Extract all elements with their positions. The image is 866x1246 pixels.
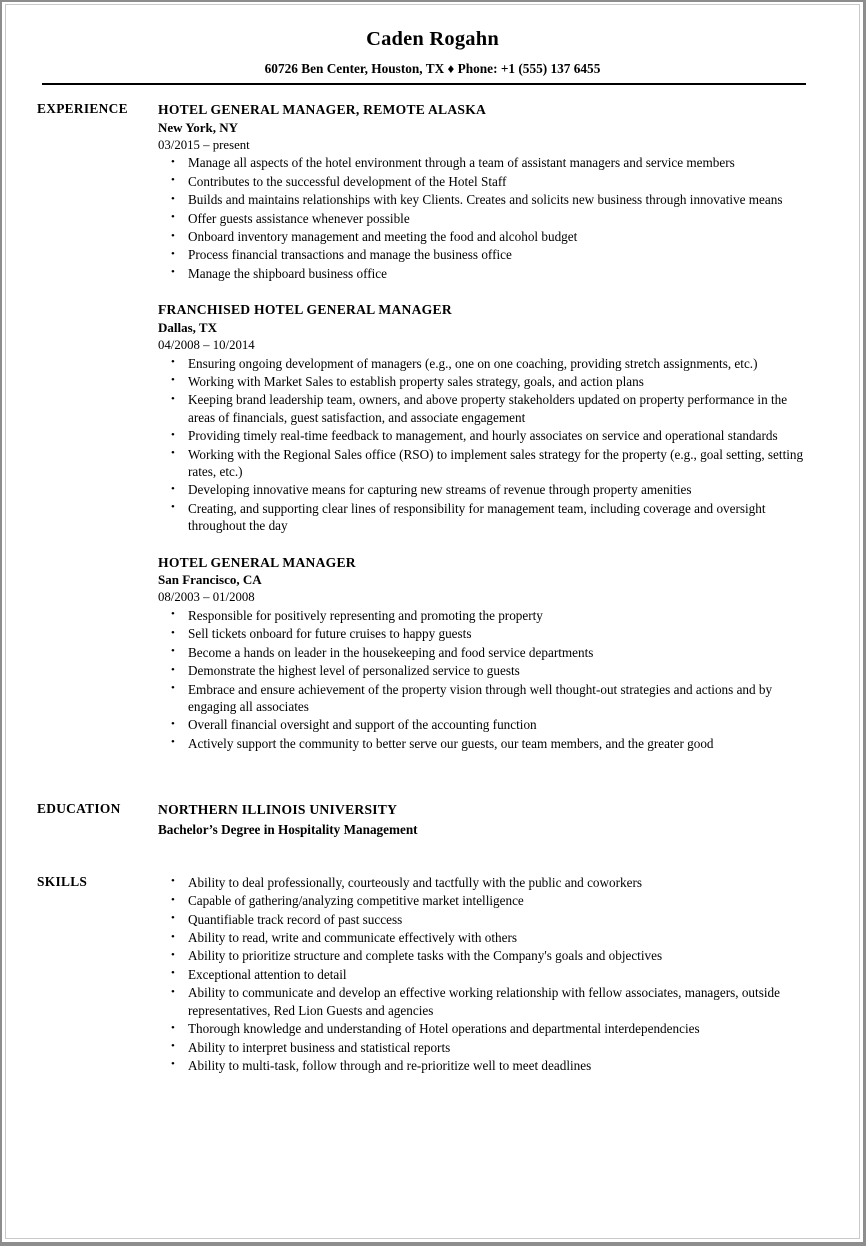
skills-list	[158, 874, 813, 1075]
list-item: • Actively support the community to better serve our guests, our team members, and the greater good	[158, 735, 813, 752]
list-item: • Sell tickets onboard for future cruises to happy guests	[158, 625, 813, 642]
list-item: • Overall financial oversight and support of the accounting function	[158, 716, 813, 733]
list-item: • Contributes to the successful development of the Hotel Staff	[158, 173, 813, 190]
section-label-skills: SKILLS	[37, 873, 88, 889]
job-responsibility-list	[158, 355, 813, 535]
job-location: Dallas, TX	[158, 319, 217, 335]
job-title: FRANCHISED HOTEL GENERAL MANAGER	[158, 302, 452, 318]
experience-entry	[158, 301, 813, 534]
job-responsibility-list	[158, 154, 813, 282]
candidate-contact-line: 60726 Ben Center, Houston, TX ♦ Phone: +1 (555) 137 6455	[264, 60, 601, 76]
section-experience	[6, 101, 859, 752]
list-item: • Builds and maintains relationships with key Clients. Creates and solicits new business through innovative means	[158, 191, 813, 208]
list-item: • Thorough knowledge and understanding of Hotel operations and departmental interdependencies	[158, 1020, 813, 1037]
list-item: • Offer guests assistance whenever possible	[158, 210, 813, 227]
resume-header	[6, 5, 859, 85]
experience-entry	[158, 101, 813, 282]
education-degree: Bachelor’s Degree in Hospitality Management	[158, 821, 418, 837]
list-item: • Working with Market Sales to establish property sales strategy, goals, and action plans	[158, 373, 813, 390]
list-item: • Keeping brand leadership team, owners, and above property stakeholders updated on property performance in the areas of financials, guest satisfaction, and associate engagement	[158, 391, 813, 426]
list-item: • Ensuring ongoing development of managers (e.g., one on one coaching, providing stretch assignments, etc.)	[158, 355, 813, 372]
list-item: • Onboard inventory management and meeting the food and alcohol budget	[158, 228, 813, 245]
resume-sheet	[6, 5, 859, 1238]
list-item: • Ability to prioritize structure and complete tasks with the Company's goals and objectives	[158, 947, 813, 964]
education-school: NORTHERN ILLINOIS UNIVERSITY	[158, 802, 398, 818]
section-education	[6, 801, 859, 838]
list-item: • Become a hands on leader in the housekeeping and food service departments	[158, 644, 813, 661]
list-item: • Process financial transactions and manage the business office	[158, 246, 813, 263]
job-responsibility-list	[158, 607, 813, 752]
list-item: • Ability to read, write and communicate effectively with others	[158, 929, 813, 946]
section-skills	[6, 873, 859, 1075]
list-item: • Ability to multi-task, follow through and re-prioritize well to meet deadlines	[158, 1057, 813, 1074]
section-label-experience: EXPERIENCE	[37, 101, 128, 117]
list-item: • Embrace and ensure achievement of the property vision through well thought-out strategies and actions and by engaging all associates	[158, 681, 813, 716]
list-item: • Quantifiable track record of past success	[158, 911, 813, 928]
resume-body	[6, 85, 859, 1074]
section-label-education: EDUCATION	[37, 801, 121, 817]
job-location: San Francisco, CA	[158, 572, 262, 588]
list-item: • Ability to deal professionally, courteously and tactfully with the public and coworkers	[158, 874, 813, 891]
job-dates: 03/2015 – present	[158, 137, 250, 152]
job-dates: 04/2008 – 10/2014	[158, 337, 255, 352]
education-entries	[158, 801, 859, 838]
list-item: • Developing innovative means for capturing new streams of revenue through property amenities	[158, 481, 813, 498]
candidate-name: Caden Rogahn	[366, 28, 499, 50]
job-dates: 08/2003 – 01/2008	[158, 590, 255, 605]
list-item: • Demonstrate the highest level of personalized service to guests	[158, 662, 813, 679]
list-item: • Manage all aspects of the hotel environment through a team of assistant managers and service members	[158, 154, 813, 171]
skills-entries	[158, 873, 859, 1075]
list-item: • Responsible for positively representing and promoting the property	[158, 607, 813, 624]
list-item: • Ability to interpret business and statistical reports	[158, 1039, 813, 1056]
list-item: • Exceptional attention to detail	[158, 966, 813, 983]
job-title: HOTEL GENERAL MANAGER, REMOTE ALASKA	[158, 102, 487, 118]
list-item: • Providing timely real-time feedback to management, and hourly associates on service and operational standards	[158, 427, 813, 444]
experience-entry	[158, 554, 813, 753]
job-location: New York, NY	[158, 119, 239, 135]
job-title: HOTEL GENERAL MANAGER	[158, 554, 356, 570]
experience-entries	[158, 101, 859, 752]
list-item: • Creating, and supporting clear lines of responsibility for management team, including coverage and oversight throughout the day	[158, 500, 813, 535]
list-item: • Capable of gathering/analyzing competitive market intelligence	[158, 892, 813, 909]
list-item: • Ability to communicate and develop an effective working relationship with fellow associates, managers, outside representatives, Red Lion Guests and agencies	[158, 984, 813, 1019]
list-item: • Manage the shipboard business office	[158, 265, 813, 282]
list-item: • Working with the Regional Sales office (RSO) to implement sales strategy for the property (e.g., goal setting, setting rates, etc.)	[158, 446, 813, 481]
